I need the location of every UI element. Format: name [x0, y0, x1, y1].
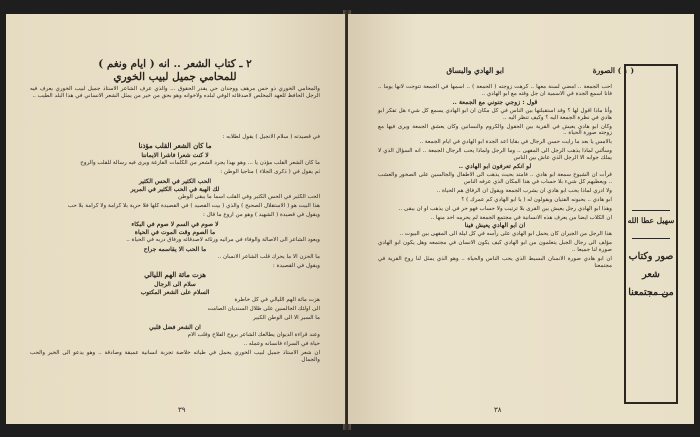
- sidebar-rule: [632, 210, 670, 211]
- left-page-title: [30, 58, 320, 84]
- left-body: [30, 134, 320, 366]
- sidebar-title-line2: من مجتمعنا: [628, 287, 674, 298]
- left-verse: ما كان الشعر القلب مؤذنا: [138, 142, 212, 150]
- sidebar-title-line1: صور وكتاب شعر: [628, 251, 674, 280]
- right-paragraph: ابو هادي .. يحبونه الفتيان ويقولون له ( يا ابو الهادي كم عمرك ) ؟: [461, 196, 612, 203]
- left-verse: ما الحب الا يقاسمه جراح: [143, 246, 207, 253]
- left-verse: لا كنت شعرا فاشرا الايماننا: [141, 152, 209, 159]
- left-paragraph: الى اولئك الجالسين على ظلال السنديان الصامت: [207, 306, 320, 312]
- right-paragraph: ولا ادري لماذا يحب ابو هادي ان يشرب الجمعة ويقول ان الرفاق هم الحياة ..: [436, 187, 612, 194]
- left-paragraph: ان شعر الاستاذ جميل لبيب الخوري يحمل في طياته خلاصة تجربة انسانية عميقة وصادقة .. وهو يدعو الى الخير والحب والجمال: [30, 350, 320, 363]
- left-page-number: ٣٩: [178, 406, 186, 414]
- left-verse: الحب الكثير في الحس الكثير: [139, 178, 211, 185]
- left-intro-paragraph: والمحامي الخوري ذو حس مرهف ووجدان حي يقدر الحقوق ... والذي عرف الشاعر الاستاذ جميل لبيب الخوري يعرف فيه الرجل الحافظ للعهد المخلص لاصدقائه الوفي لبلده ولاخوانه وهو بحق من خير من يمثل الشعر الانساني في هذا البلد الطيب ..: [30, 86, 320, 99]
- right-paragraph: وأنا ماذا اقول لها ؟ وقد استقبلتها بين الناس في كل مكان ان ابو الهادي يسمع كل شيء هل تفكر ابو هادي في نظرة الجمعة اليه ؟ وكيف تنظر اليه ..: [378, 107, 612, 121]
- right-paragraph: ان ابو هادي صورة الانسان البسيط الذي يحب الناس والحياة .. وهو الذي يمثل لنا روح القرية في مجتمعنا: [378, 256, 612, 269]
- left-title-line1: ٢ ـ كتاب الشعر .. انه ( ايام ونغم ): [98, 58, 252, 70]
- right-paragraph: وكان ابو هادي يعيش في القرية بين الحقول والكروم والبساتين وكان يعشق الجمعة ويرى فيها مع زوجته صورة الحياة ..: [378, 123, 612, 137]
- right-paragraph: هذا الرجل من الجيران كان يحمل ابو الهادي على رأسه في كل ليلة الى المقهى بين البيوت ..: [399, 231, 612, 238]
- right-page-number: ٣٨: [494, 406, 502, 414]
- column-sidebar-box: [624, 64, 678, 404]
- left-paragraph: هزت مائة الهم الليالي في كل خاطرة: [234, 297, 320, 303]
- left-verse: ما الصوم وقت الموت في الحياة: [134, 229, 216, 236]
- left-paragraph: هذا البيت هو ( الاستقلال الصحيح ) والذي ( بيت القصيد ) في القصيدة كلها فلا حرية بلا كرامة ولا كرامة بلا حب: [67, 203, 320, 209]
- sidebar-author: سهيل عطا الله: [627, 216, 675, 225]
- right-section-label: ( ١ ) الصورة: [592, 66, 634, 75]
- right-paragraph: وهذا ابو الهادي رجل يعيش بين القرى بلا ترتيب ولا حساب فهو حر في ان يذهب او ان يبقى ..: [398, 205, 612, 212]
- left-paragraph: في قصيدته ( سلام الانجيل ) يقول لطلابه :: [222, 134, 320, 140]
- right-paragraph: مؤلف الى رجال الجبل يتعلمون من ابو الهادي كيف يكون الانسان في مجتمعه وهل يكون ابو الهادي صورة لنا جميعا ..: [378, 240, 612, 254]
- right-paragraph: قرأت ان الشيوخ سمعة ابو هادي .. فامتد بحيث يذهب الى الاطفال والجالسين على الصخور والعشب .. ويعطيهم كل شيء بلا حساب في هذا المكان الذي عرفه الناس: [378, 171, 612, 185]
- right-page: [348, 14, 694, 424]
- left-paragraph: حياة في السراء فانسانه وعمله ..: [243, 341, 320, 347]
- left-verse: سلام الى الرجال: [154, 281, 196, 288]
- left-paragraph: وعند قراءة الديوان يطالعك الشاعر بروح الفلاح وقلب الام: [187, 332, 320, 338]
- left-paragraph: ما الحزن الا ما يحرك قلب الشاعر الانسان ..: [217, 254, 320, 260]
- right-bold-line: لو انكم تعرفون ابو الهادي ..: [458, 163, 532, 171]
- left-title-line2: للمحامي جميل لبيب الخوري: [113, 71, 237, 83]
- left-verse: لا صوم في السم لا صوم في البكاء: [131, 221, 219, 228]
- left-paragraph: ما كان الشعر القلب مؤذن يا ... وهو بهذا يجرد الشعر من الكلمات الفارغة ويرى فيه رسالة للقلب والروح: [80, 160, 320, 166]
- left-paragraph: ويعود الشاعر الى الاصالة والوفاء في مراثيه ورثائه لاصدقائه ورفاق دربه في الحياة ..: [126, 237, 320, 243]
- left-paragraph: ويقول في قصيدة ( الشهيد ) وهو من اروع ما قال :: [203, 212, 320, 218]
- left-paragraph: ما السير الا الى الوطن الكبير: [253, 315, 320, 321]
- left-paragraph: ويقول في القصيدة :: [272, 263, 320, 269]
- right-paragraph: احب الجمعة .. امضي لسنة معها .. كرهت زوجته ( الحمعة ) .. اسمها في الجمعة تتوجت لانها يوما .. فانا اسمع الجدة في الاسمية ان جل وقته مع ابو الهادي ..: [378, 84, 612, 97]
- right-bold-line: قول : زوجي جنوني مع الجمعة ..: [452, 98, 538, 106]
- right-paragraph: ان الكلاب ايضا من يعرف هذه الانسانية في مجتمع الجمعة لم يحرمه احد منها ..: [430, 214, 612, 221]
- left-verse: ان الشعر فضل قلبي: [149, 324, 201, 331]
- right-paragraph: وسألني لماذا يذهب الرجل الى المقهى .. وما الرجل ولماذا يحب الرجال الجمعة .. انه السؤال الذي لا يملك جوابه الا الرجل الذي عاش بين الناس: [378, 148, 612, 162]
- left-verse: هزت مائة الهم الليالي: [144, 271, 206, 279]
- right-body: [378, 84, 612, 272]
- sidebar-rule: [632, 238, 670, 239]
- sidebar-rule: [632, 294, 670, 295]
- left-verse: لك الهبة في الحب الكثير في المرير: [130, 186, 220, 193]
- left-paragraph: ثم يقول في ( ذكرى الجلاء ) مناجيا الوطن :: [220, 169, 320, 175]
- left-verse: السلام على الشعر المكتوب: [140, 289, 210, 296]
- right-paragraph: بالامس يا بعد ما رايت حسن الرجال في بقايا اعد الجدة ابو الهادي في ايام الجمعة ..: [419, 139, 612, 146]
- left-page: [6, 14, 345, 424]
- right-bold-line: ان ابو الهادي يعيش فينا: [464, 222, 526, 230]
- left-paragraph: الحب الكثير في الحس الكثير وفي القلب اسما ما يبقى الوطن: [177, 194, 320, 200]
- right-article-heading: ابو الهادي والبساق: [446, 66, 504, 75]
